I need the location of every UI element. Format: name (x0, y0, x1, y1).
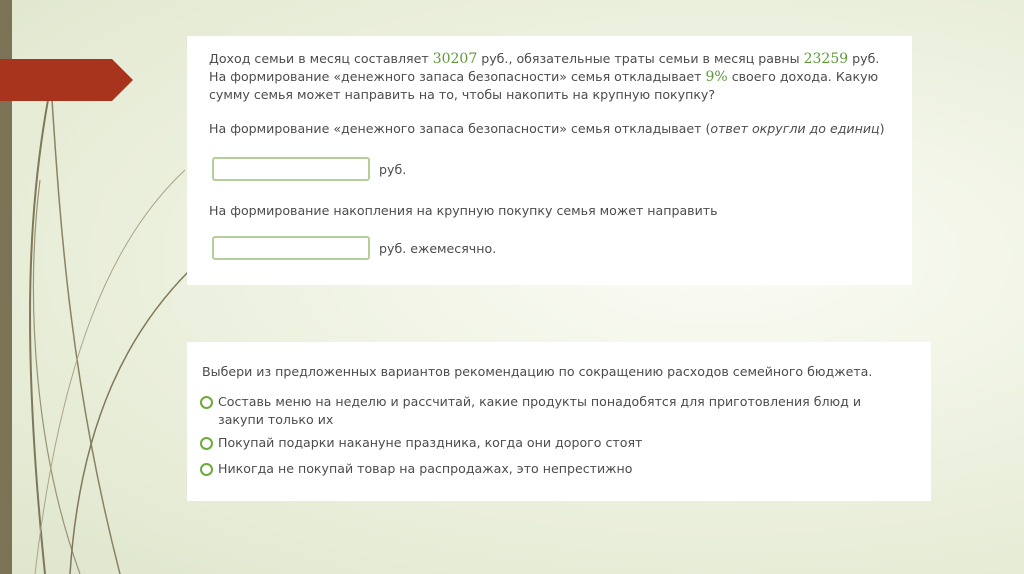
answer-option-1[interactable] (200, 393, 890, 429)
question-text: Доход семьи в месяц составляет 30207 руб., обязательные траты семьи в месяц равны 23259 руб. На формирование «денежного запаса безопасности» семья откладывает 9% своего дохода. Какую сумму семья может направить на то, чтобы накопить на крупную покупку? (209, 51, 880, 102)
rounding-hint: ответ округли до единиц (710, 121, 880, 136)
radio-button-icon[interactable] (200, 396, 213, 409)
option-label: Покупай подарки накануне праздника, когда они дорого стоят (218, 435, 643, 450)
choice-question-title: Выбери из предложенных вариантов рекомендацию по сокращению расходов семейного бюджета. (202, 364, 873, 379)
option-label: Составь меню на неделю и рассчитай, какие продукты понадобятся для приготовления блюд и закупи только их (218, 394, 862, 427)
slide-arrow-marker (0, 59, 135, 101)
purchase-savings-input[interactable] (212, 236, 370, 260)
unit-label-rub: руб. (379, 162, 407, 177)
instruction-text: На формирование «денежного запаса безопасности» семья откладывает (ответ округли до единиц) (209, 121, 885, 136)
option-label: Никогда не покупай товар на распродажах, это непрестижно (218, 461, 633, 476)
answer-option-3[interactable] (200, 460, 890, 478)
question-card-recommendation (187, 342, 931, 501)
radio-button-icon[interactable] (200, 437, 213, 450)
unit-label-rub-monthly: руб. ежемесячно. (379, 241, 497, 256)
safety-fund-input[interactable] (212, 157, 370, 181)
percent-value: 9% (705, 69, 728, 85)
radio-button-icon[interactable] (200, 463, 213, 476)
purchase-prompt: На формирование накопления на крупную покупку семья может направить (209, 203, 718, 218)
question-card-savings (187, 36, 912, 285)
answer-option-2[interactable] (200, 434, 890, 452)
expenses-value: 23259 (803, 51, 849, 67)
income-value: 30207 (432, 51, 478, 67)
